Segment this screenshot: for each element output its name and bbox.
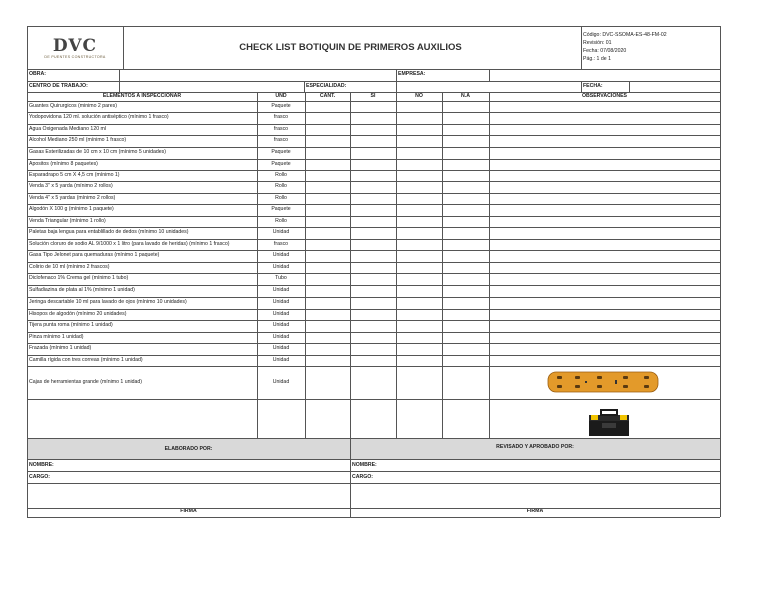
item-name: Colirio de 10 ml (mínimo 2 frascos) xyxy=(29,264,110,270)
cell-obs[interactable] xyxy=(489,216,720,227)
cell-si[interactable] xyxy=(350,193,396,204)
grid-line-h xyxy=(27,508,720,509)
cell-si[interactable] xyxy=(350,101,396,112)
cell-na[interactable] xyxy=(442,262,489,273)
cell-no[interactable] xyxy=(396,101,442,112)
grid-line-h xyxy=(27,332,720,333)
cell-na[interactable] xyxy=(442,181,489,193)
cell-cant[interactable] xyxy=(305,320,350,332)
cell-cant[interactable] xyxy=(305,355,350,366)
cell-no[interactable] xyxy=(396,250,442,262)
cell-no[interactable] xyxy=(396,332,442,343)
doc-revision: Revisión: 01 xyxy=(583,40,612,46)
grid-line-h xyxy=(27,92,720,93)
col-header-na: N.A xyxy=(461,93,470,99)
grid-line-h xyxy=(27,273,720,274)
table-row xyxy=(27,285,720,297)
table-row xyxy=(27,355,720,366)
cell-na[interactable] xyxy=(442,239,489,250)
empresa-label: EMPRESA: xyxy=(398,71,426,77)
nombre-elaborado-field[interactable] xyxy=(57,459,350,471)
cell-na[interactable] xyxy=(442,309,489,320)
grid-line-h xyxy=(27,227,720,228)
cell-na[interactable] xyxy=(442,366,489,399)
cell-obs[interactable] xyxy=(489,273,720,285)
cell-cant[interactable] xyxy=(305,204,350,216)
cell-na[interactable] xyxy=(442,343,489,355)
item-unit: Tubo xyxy=(275,275,287,281)
especialidad-field[interactable] xyxy=(398,81,582,90)
table-row xyxy=(27,332,720,343)
cell-cant[interactable] xyxy=(305,147,350,159)
cell-no[interactable] xyxy=(396,343,442,355)
grid-line-h xyxy=(27,181,720,182)
grid-line-h xyxy=(27,170,720,171)
elaborado-header: ELABORADO POR: xyxy=(27,438,350,459)
grid-line-h xyxy=(27,69,720,70)
logo-tagline: DE PUENTES CONSTRUCTORA xyxy=(44,55,106,59)
cell-cant[interactable] xyxy=(305,135,350,147)
table-row xyxy=(27,124,720,135)
grid-line-h xyxy=(27,483,720,484)
cell-obs[interactable] xyxy=(489,320,720,332)
item-name: Gasas Esterilizadas de 10 cm x 10 cm (mínimo 5 unidades) xyxy=(29,149,166,155)
item-name: Cajas de herramientas grande (mínimo 1 unidad) xyxy=(29,379,143,385)
grid-line-h xyxy=(27,250,720,251)
grid-line-v xyxy=(305,92,306,438)
cell-obs[interactable] xyxy=(489,343,720,355)
item-name: Hisopos de algodón (mínimo 20 unidades) xyxy=(29,311,127,317)
grid-line-h xyxy=(27,124,720,125)
item-name: Jeringa descartable 10 ml para lavado de ojos (mínimo 10 unidades) xyxy=(29,299,187,305)
cell-obs[interactable] xyxy=(489,147,720,159)
cell-na[interactable] xyxy=(442,332,489,343)
grid-line-h xyxy=(27,285,720,286)
col-header-si: SI xyxy=(370,93,376,99)
cell-si[interactable] xyxy=(350,273,396,285)
grid-line-v xyxy=(119,69,120,81)
cell-no[interactable] xyxy=(396,320,442,332)
cell-na[interactable] xyxy=(442,112,489,124)
cell-na[interactable] xyxy=(442,273,489,285)
item-name: Venda 3" x 5 yarda (mínimo 2 rollos) xyxy=(29,183,113,189)
grid-line-v xyxy=(442,92,443,438)
table-row xyxy=(27,250,720,262)
table-row xyxy=(27,147,720,159)
cell-cant[interactable] xyxy=(305,239,350,250)
grid-line-h xyxy=(27,26,720,27)
obra-field[interactable] xyxy=(119,69,396,80)
cell-obs[interactable] xyxy=(489,227,720,239)
item-unit: Unidad xyxy=(272,264,290,270)
item-name: Solución cloruro de sodio AL 9/1000 x 1 litro (para lavado de heridas) (mínimo 1 frasco) xyxy=(29,241,230,247)
grid-line-h xyxy=(27,399,720,400)
fecha-field[interactable] xyxy=(629,81,720,90)
cell-no[interactable] xyxy=(396,273,442,285)
item-name: Gasa Tipo Jelonet para quemaduras (mínimo 1 paquete) xyxy=(29,252,160,258)
cell-no[interactable] xyxy=(396,170,442,181)
table-row xyxy=(27,309,720,320)
item-name: Pinza mínimo 1 unidad) xyxy=(29,334,84,340)
cell-no[interactable] xyxy=(396,366,442,399)
firma-elaborado-field[interactable] xyxy=(27,483,350,508)
cell-obs[interactable] xyxy=(489,332,720,343)
cell-si[interactable] xyxy=(350,320,396,332)
item-unit: Unidad xyxy=(272,379,290,385)
grid-line-h xyxy=(27,471,720,472)
cell-cant[interactable] xyxy=(305,273,350,285)
cargo-revisado-field[interactable] xyxy=(382,471,720,483)
grid-line-v xyxy=(489,92,490,438)
item-name: Yodopovidona 120 ml. solución antiséptico (mínimo 1 frasco) xyxy=(29,114,169,120)
item-unit: frasco xyxy=(273,137,289,143)
cell-obs[interactable] xyxy=(489,309,720,320)
grid-line-v xyxy=(119,81,120,92)
cell-cant[interactable] xyxy=(305,216,350,227)
grid-line-v xyxy=(720,26,721,517)
grid-line-v xyxy=(396,69,397,81)
grid-line-v xyxy=(629,81,630,92)
cell-si[interactable] xyxy=(350,135,396,147)
cell-no[interactable] xyxy=(396,124,442,135)
cell-si[interactable] xyxy=(350,355,396,366)
cell-no[interactable] xyxy=(396,181,442,193)
grid-line-v xyxy=(396,92,397,438)
cell-no[interactable] xyxy=(396,159,442,170)
cell-na[interactable] xyxy=(442,227,489,239)
cell-si[interactable] xyxy=(350,343,396,355)
cell-na[interactable] xyxy=(442,147,489,159)
grid-line-h xyxy=(27,343,720,344)
table-row xyxy=(27,239,720,250)
cell-obs[interactable] xyxy=(489,181,720,193)
item-unit: Rollo xyxy=(275,195,287,201)
table-row xyxy=(27,135,720,147)
grid-line-h xyxy=(27,239,720,240)
cell-no[interactable] xyxy=(396,355,442,366)
cell-si[interactable] xyxy=(350,159,396,170)
cell-cant[interactable] xyxy=(305,285,350,297)
checklist-sheet xyxy=(27,26,720,517)
grid-line-h xyxy=(27,216,720,217)
cell-cant[interactable] xyxy=(305,262,350,273)
table-row xyxy=(27,112,720,124)
cell-cant[interactable] xyxy=(305,101,350,112)
cell-no[interactable] xyxy=(396,309,442,320)
item-unit: Unidad xyxy=(272,357,290,363)
grid-line-v xyxy=(396,81,397,92)
item-unit: frasco xyxy=(273,241,289,247)
cell-no[interactable] xyxy=(396,112,442,124)
grid-line-v xyxy=(123,26,124,69)
cell-na[interactable] xyxy=(442,193,489,204)
table-row xyxy=(27,159,720,170)
logo-text: DVC xyxy=(52,37,98,56)
item-name: Venda 4" x 5 yardas (mínimo 2 rollos) xyxy=(29,195,116,201)
item-name: Guantes Quirurgicos (minimo 2 pares) xyxy=(29,103,117,109)
table-row xyxy=(27,204,720,216)
nombre-elaborado-label: NOMBRE: xyxy=(29,462,54,468)
cell-cant[interactable] xyxy=(305,366,350,399)
grid-line-h xyxy=(27,147,720,148)
obra-label: OBRA: xyxy=(29,71,47,77)
col-header-elementos: ELEMENTOS A INSPECCIONAR xyxy=(102,93,182,99)
cell-si[interactable] xyxy=(350,147,396,159)
cell-obs[interactable] xyxy=(489,239,720,250)
item-name: Camilla rígida con tres correas (mínimo 1 unidad) xyxy=(29,357,143,363)
cell-si[interactable] xyxy=(350,124,396,135)
grid-line-v xyxy=(350,92,351,438)
grid-line-v xyxy=(350,438,351,517)
item-unit: Paquete xyxy=(271,103,291,109)
item-name: Sulfadiazina de plata al 1% (mínimo 1 unidad) xyxy=(29,287,135,293)
item-name: Apositos (mínimo 8 paquetes) xyxy=(29,161,98,167)
cell-cant[interactable] xyxy=(305,124,350,135)
cell-si[interactable] xyxy=(350,250,396,262)
cell-no[interactable] xyxy=(396,285,442,297)
toolbox-image xyxy=(585,407,633,437)
revisado-header: REVISADO Y APROBADO POR: xyxy=(350,438,720,459)
cell-cant[interactable] xyxy=(305,250,350,262)
cell-no[interactable] xyxy=(396,227,442,239)
grid-line-h xyxy=(27,459,720,460)
item-name: Esparadrapo 5 cm X 4,5 cm (mínimo 1) xyxy=(29,172,120,178)
col-header-und: UND xyxy=(275,93,287,99)
cell-na[interactable] xyxy=(442,124,489,135)
item-name: Tijera punta roma (mínimo 1 unidad) xyxy=(29,322,113,328)
item-unit: Rollo xyxy=(275,218,287,224)
cell-cant[interactable] xyxy=(305,332,350,343)
item-unit: Rollo xyxy=(275,172,287,178)
item-name: Diclofenaco 1% Crema gel (mínimo 1 tubo) xyxy=(29,275,129,281)
grid-line-h xyxy=(27,193,720,194)
cell-si[interactable] xyxy=(350,170,396,181)
fecha-label: FECHA: xyxy=(583,83,603,89)
cell-na[interactable] xyxy=(442,204,489,216)
centro-field[interactable] xyxy=(119,81,304,90)
cell-obs[interactable] xyxy=(489,262,720,273)
table-row xyxy=(27,227,720,239)
cell-na[interactable] xyxy=(442,216,489,227)
cell-obs[interactable] xyxy=(489,112,720,124)
nombre-revisado-label: NOMBRE: xyxy=(352,462,377,468)
grid-line-h xyxy=(27,204,720,205)
table-row xyxy=(27,297,720,309)
cell-cant[interactable] xyxy=(305,193,350,204)
grid-line-h xyxy=(27,355,720,356)
table-row xyxy=(27,320,720,332)
grid-line-h xyxy=(27,438,720,439)
table-row xyxy=(27,216,720,227)
cell-na[interactable] xyxy=(442,250,489,262)
cell-cant[interactable] xyxy=(305,227,350,239)
item-name: Frazada (mínimo 1 unidad) xyxy=(29,345,92,351)
item-unit: Unidad xyxy=(272,334,290,340)
cell-na[interactable] xyxy=(442,101,489,112)
item-unit: Unidad xyxy=(272,252,290,258)
firma-revisado-field[interactable] xyxy=(350,483,720,508)
grid-line-h xyxy=(27,101,720,102)
cell-cant[interactable] xyxy=(305,297,350,309)
grid-line-h xyxy=(27,112,720,113)
cell-na[interactable] xyxy=(442,355,489,366)
cell-si[interactable] xyxy=(350,297,396,309)
cell-no[interactable] xyxy=(396,297,442,309)
cell-na[interactable] xyxy=(442,170,489,181)
cell-si[interactable] xyxy=(350,216,396,227)
cell-no[interactable] xyxy=(396,262,442,273)
item-unit: Paquete xyxy=(271,149,291,155)
cell-obs[interactable] xyxy=(489,193,720,204)
item-unit: frasco xyxy=(273,114,289,120)
table-row xyxy=(27,181,720,193)
item-unit: Paquete xyxy=(271,206,291,212)
grid-line-v xyxy=(581,81,582,92)
item-name: Venda Triangular (mínimo 1 rollo) xyxy=(29,218,106,224)
item-unit: Paquete xyxy=(271,161,291,167)
grid-line-h xyxy=(27,320,720,321)
item-name: Agua Oxigenada Mediano 120 ml xyxy=(29,126,106,132)
cell-cant[interactable] xyxy=(305,159,350,170)
firma-elaborado-label: FIRMA xyxy=(180,508,197,514)
grid-line-v xyxy=(304,81,305,92)
cell-cant[interactable] xyxy=(305,112,350,124)
cell-cant[interactable] xyxy=(305,343,350,355)
table-row xyxy=(27,170,720,181)
cell-cant[interactable] xyxy=(305,181,350,193)
cell-obs[interactable] xyxy=(489,101,720,112)
nombre-revisado-field[interactable] xyxy=(382,459,720,471)
cell-na[interactable] xyxy=(442,297,489,309)
grid-line-v xyxy=(27,26,28,517)
cell-si[interactable] xyxy=(350,204,396,216)
cell-obs[interactable] xyxy=(489,124,720,135)
item-unit: Unidad xyxy=(272,345,290,351)
cell-si[interactable] xyxy=(350,309,396,320)
item-unit: Unidad xyxy=(272,311,290,317)
form-title: CHECK LIST BOTIQUIN DE PRIMEROS AUXILIOS xyxy=(239,42,462,53)
cell-cant[interactable] xyxy=(305,309,350,320)
cell-si[interactable] xyxy=(350,262,396,273)
table-row xyxy=(27,101,720,112)
grid-line-h xyxy=(27,297,720,298)
cell-obs[interactable] xyxy=(489,135,720,147)
grid-line-v xyxy=(257,92,258,438)
col-header-observaciones: OBSERVACIONES xyxy=(581,93,628,99)
cell-si[interactable] xyxy=(350,332,396,343)
cell-obs[interactable] xyxy=(489,355,720,366)
table-row xyxy=(27,193,720,204)
doc-code: Código: DVC-SSOMA-ES-48-FM-02 xyxy=(583,32,667,38)
item-name: Algodón X 100 g (mínimo 1 paquete) xyxy=(29,206,114,212)
table-row xyxy=(27,273,720,285)
item-unit: frasco xyxy=(273,126,289,132)
cell-no[interactable] xyxy=(396,239,442,250)
cell-si[interactable] xyxy=(350,227,396,239)
firma-revisado-label: FIRMA xyxy=(526,508,544,514)
doc-date: Fecha: 07/08/2020 xyxy=(583,48,627,54)
cell-no[interactable] xyxy=(396,204,442,216)
cell-si[interactable] xyxy=(350,181,396,193)
cargo-revisado-label: CARGO: xyxy=(352,474,374,480)
cell-no[interactable] xyxy=(396,147,442,159)
grid-line-h xyxy=(27,262,720,263)
item-name: Paletas baja lengua para entablillado de dedos (mínimo 10 unidades) xyxy=(29,229,189,235)
cell-obs[interactable] xyxy=(489,297,720,309)
cell-na[interactable] xyxy=(442,159,489,170)
cell-obs[interactable] xyxy=(489,204,720,216)
cell-si[interactable] xyxy=(350,285,396,297)
doc-page: Pág.: 1 de 1 xyxy=(583,56,611,62)
item-unit: Unidad xyxy=(272,287,290,293)
grid-line-h xyxy=(27,135,720,136)
grid-line-v xyxy=(489,69,490,81)
item-unit: Unidad xyxy=(272,322,290,328)
item-unit: Unidad xyxy=(272,299,290,305)
cell-no[interactable] xyxy=(396,135,442,147)
stretcher-image xyxy=(545,367,661,397)
cell-si[interactable] xyxy=(350,112,396,124)
col-header-cant: CANT. xyxy=(319,93,336,99)
grid-line-h xyxy=(27,159,720,160)
cell-si[interactable] xyxy=(350,239,396,250)
empresa-field[interactable] xyxy=(489,69,720,80)
cargo-elaborado-field[interactable] xyxy=(57,471,350,483)
table-row xyxy=(27,343,720,355)
grid-line-h xyxy=(27,517,720,518)
cell-si[interactable] xyxy=(350,366,396,399)
cell-no[interactable] xyxy=(396,193,442,204)
col-header-no: NO xyxy=(415,93,423,99)
grid-line-v xyxy=(581,26,582,69)
cargo-elaborado-label: CARGO: xyxy=(29,474,51,480)
cell-na[interactable] xyxy=(442,320,489,332)
item-unit: Rollo xyxy=(275,183,287,189)
cell-na[interactable] xyxy=(442,285,489,297)
logo xyxy=(35,37,115,67)
grid-line-h xyxy=(27,81,720,82)
especialidad-label: ESPECIALIDAD: xyxy=(306,83,347,89)
item-name: Alcohol Mediano 250 ml (mínimo 1 frasco) xyxy=(29,137,127,143)
grid-line-h xyxy=(27,309,720,310)
centro-label: CENTRO DE TRABAJO: xyxy=(29,83,88,89)
table-row xyxy=(27,262,720,273)
cell-obs[interactable] xyxy=(489,285,720,297)
cell-obs[interactable] xyxy=(489,159,720,170)
cell-obs[interactable] xyxy=(489,170,720,181)
cell-na[interactable] xyxy=(442,135,489,147)
item-unit: Unidad xyxy=(272,229,290,235)
cell-cant[interactable] xyxy=(305,170,350,181)
grid-line-h xyxy=(27,366,720,367)
cell-no[interactable] xyxy=(396,216,442,227)
cell-obs[interactable] xyxy=(489,250,720,262)
